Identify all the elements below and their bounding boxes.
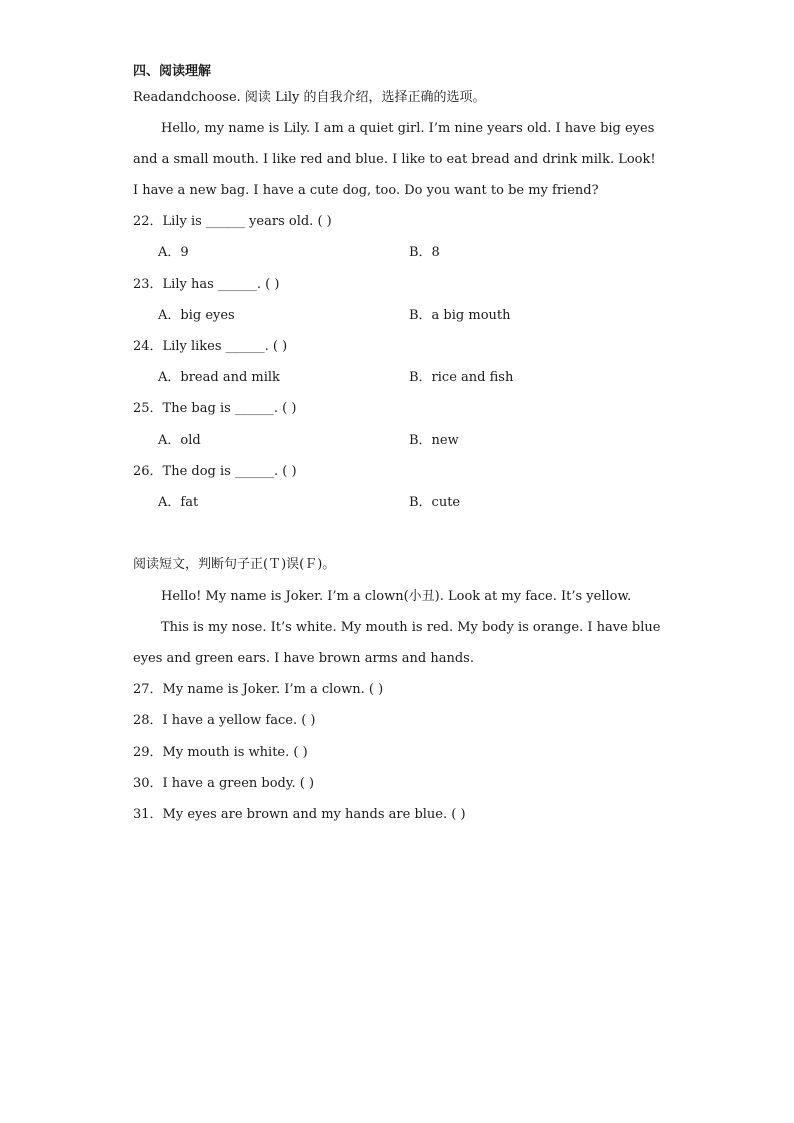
reading-instruction: Readandchoose. 阅读 Lily 的自我介绍，选择正确的选项。 bbox=[133, 90, 486, 105]
question-22: 22．Lily is ______ years old. ( ) bbox=[133, 214, 332, 229]
option-26-b: B．cute bbox=[409, 495, 461, 510]
option-24-a: A．bread and milk bbox=[158, 370, 280, 385]
reading-passage: Hello, my name is Lily. I am a quiet girl. I’m nine years old. I have big eyes and a small mouth. I like red and blue. I like to eat bread and drink milk. Look! I have a new bag. I have a cute dog, too. Do you want to be my friend? bbox=[133, 121, 656, 198]
option-26-a: A．fat bbox=[158, 495, 199, 510]
question-30: 30．I have a green body. ( ) bbox=[133, 776, 315, 791]
question-23: 23．Lily has ______. ( ) bbox=[133, 277, 280, 292]
option-25-a: A．old bbox=[158, 433, 201, 448]
question-24: 24．Lily likes ______. ( ) bbox=[133, 339, 288, 354]
question-29: 29．My mouth is white. ( ) bbox=[133, 745, 308, 760]
option-24-b: B．rice and fish bbox=[409, 370, 514, 385]
question-26: 26．The dog is ______. ( ) bbox=[133, 464, 297, 479]
joker-passage-1: Hello! My name is Joker. I’m a clown(小丑). Look at my face. It’s yellow. bbox=[161, 589, 632, 604]
section-title: 四、阅读理解 bbox=[133, 64, 212, 79]
option-22-a: A．9 bbox=[158, 245, 189, 260]
option-23-a: A．big eyes bbox=[158, 308, 235, 323]
question-25: 25．The bag is ______. ( ) bbox=[133, 401, 297, 416]
option-22-b: B．8 bbox=[409, 245, 440, 260]
question-31: 31．My eyes are brown and my hands are blue. ( ) bbox=[133, 807, 466, 822]
question-28: 28．I have a yellow face. ( ) bbox=[133, 713, 316, 728]
option-23-b: B．a big mouth bbox=[409, 308, 511, 323]
question-27: 27．My name is Joker. I’m a clown. ( ) bbox=[133, 682, 384, 697]
true-false-instruction: 阅读短文，判断句子正(Ｔ)误(Ｆ)。 bbox=[133, 557, 336, 572]
joker-passage-2: This is my nose. It’s white. My mouth is red. My body is orange. I have blue eyes and green ears. I have brown arms and hands. bbox=[133, 620, 661, 666]
option-25-b: B．new bbox=[409, 433, 459, 448]
